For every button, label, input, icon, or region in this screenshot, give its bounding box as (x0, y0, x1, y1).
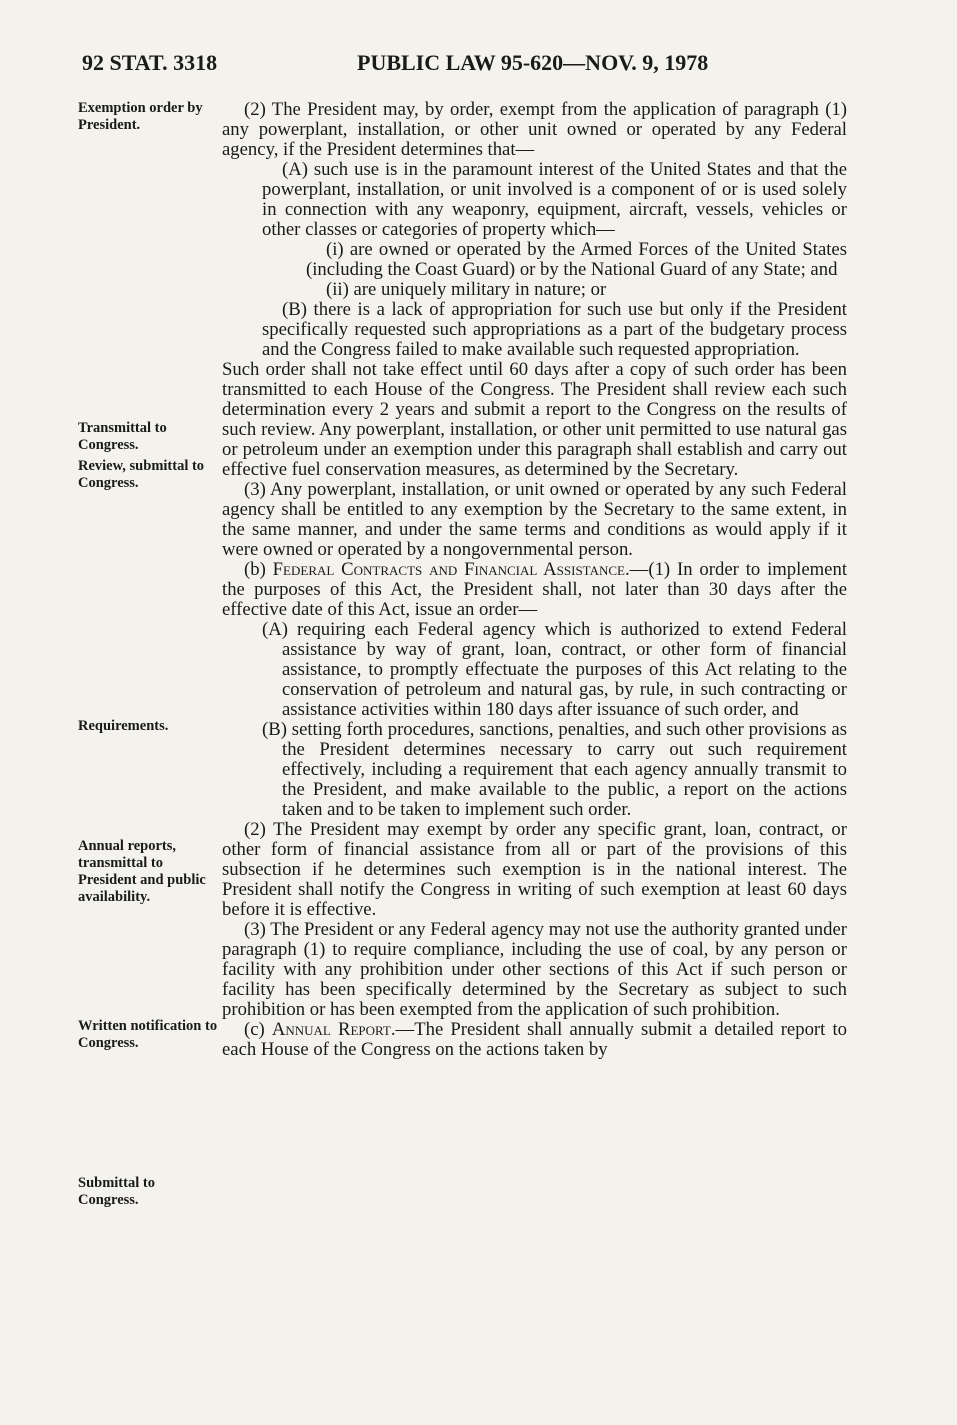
margin-note-written-notification: Written notification to Congress. (78, 1018, 218, 1051)
margin-note-submittal: Submittal to Congress. (78, 1175, 155, 1208)
paragraph-3: (3) Any powerplant, installation, or unit owned or operated by any such Federal agency shall be entitled to any exemption by the Secretary to the same extent, in the same manner, and under the same terms and conditions as would apply if it were owned or operated by a nongovernmental person. (222, 479, 847, 560)
subsection-b-heading: Federal Contracts and Financial Assistance. (272, 559, 630, 580)
margin-note-annual-reports: Annual reports, transmittal to President and public availability. (78, 838, 206, 905)
subsection-b-subparagraph-b: (B) setting forth procedures, sanctions, penalties, and such other provisions as the President determines necessary to carry out such requirement effectively, including a requirement that each agency annually transmit to the President, and make available to the public, a report on the actions taken and to be taken to implement such order. (262, 719, 847, 820)
subsection-b-label: (b) (244, 559, 273, 580)
order-effect-paragraph: Such order shall not take effect until 60 days after a copy of such order has been transmitted to each House of the Congress. The President shall review each such determination every 2 years and submit a report to the Congress on the results of such review. Any powerplant, installation, or other unit permitted to use natural gas or petroleum under an exemption under this paragraph shall establish and carry out effective fuel conservation measures, as determined by the Secretary. (222, 359, 847, 480)
clause-i: (i) are owned or operated by the Armed Forces of the United States (including the Coast Guard) or by the National Guard of any State; and (306, 239, 847, 280)
subsection-c-label: (c) (244, 1019, 272, 1040)
subsection-b-subparagraph-a: (A) requiring each Federal agency which is authorized to extend Federal assistance by way of grant, loan, contract, or other form of financial assistance, to promptly effectuate the purposes of this Act relating to the conservation of petroleum and natural gas, by rule, in such contracting or assistance activities within 180 days after issuance of such order, and (262, 619, 847, 720)
paragraph-2: (2) The President may, by order, exempt from the application of paragraph (1) any powerplant, installation, or other unit owned or operated by any Federal agency, if the President determines that— (222, 99, 847, 160)
subsection-c (222, 1020, 847, 1060)
subsection-b-text: —(1) In order to implement the purposes of this Act, the President shall, not later than 30 days after the effective date of this Act, issue an order— (222, 559, 848, 620)
subsection-b-paragraph-3: (3) The President or any Federal agency may not use the authority granted under paragraph (1) to require compliance, including the use of coal, by any person or facility with any prohibition under other sections of this Act if such person or facility has been specifically determined by the Secretary as subject to such prohibition or has been exempted from the application of such prohibition. (222, 919, 847, 1020)
subsection-b-paragraph-2: (2) The President may exempt by order any specific grant, loan, contract, or other form of financial assistance from all or part of the provisions of this subsection if he determines such exemption is in the national interest. The President shall notify the Congress in writing of such exemption at least 60 days before it is effective. (222, 819, 847, 920)
subsection-c-heading: Annual Report. (271, 1019, 396, 1040)
page-citation: 92 STAT. 3318 (82, 50, 218, 75)
margin-note-transmittal: Transmittal to Congress. (78, 420, 167, 453)
margin-note-review: Review, submittal to Congress. (78, 458, 205, 491)
clause-ii: (ii) are uniquely military in nature; or (326, 279, 607, 300)
subparagraph-a: (A) such use is in the paramount interest of the United States and that the powerplant, installation, or unit involved is a component of or is used solely in connection with any weaponry, equipment, aircraft, vessels, vehicles or other classes or categories of property which— (262, 159, 847, 240)
margin-note-requirements: Requirements. (78, 718, 169, 734)
subsection-c-text: —The President shall annually submit a detailed report to each House of the Congress on the actions taken by (222, 1019, 847, 1060)
running-head: PUBLIC LAW 95-620—NOV. 9, 1978 (357, 50, 709, 75)
statute-body (222, 100, 847, 1060)
subsection-b (222, 560, 847, 620)
margin-note-exemption: Exemption order by President. (78, 100, 203, 133)
subparagraph-b: (B) there is a lack of appropriation for such use but only if the President specifically requested such appropriations as a part of the budgetary process and the Congress failed to make available such requested appropriation. (262, 299, 847, 360)
